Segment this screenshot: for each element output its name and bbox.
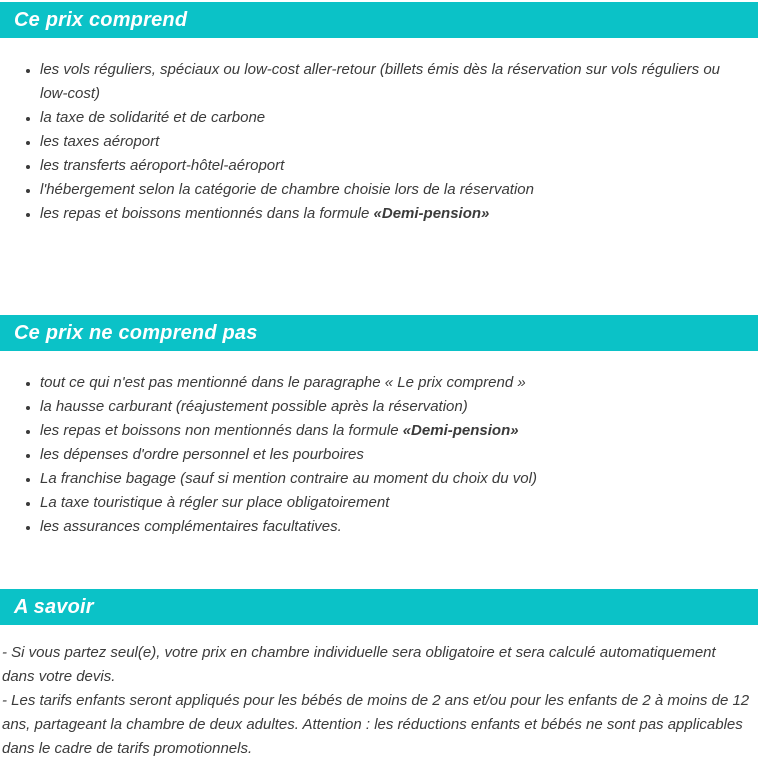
list-item	[40, 395, 748, 419]
section-title-good-to-know: A savoir	[14, 595, 94, 618]
item-text: les transferts aéroport-hôtel-aéroport	[40, 157, 285, 174]
item-text: La franchise bagage (sauf si mention contraire au moment du choix du vol)	[40, 470, 537, 487]
item-text: La taxe touristique à régler sur place obligatoirement	[40, 494, 390, 511]
list-item	[40, 106, 748, 130]
item-text: les repas et boissons mentionnés dans la formule	[40, 205, 374, 222]
section-price-includes	[0, 2, 758, 226]
item-text: la hausse carburant (réajustement possible après la réservation)	[40, 398, 468, 415]
section-header-excludes	[0, 315, 758, 351]
list-item	[40, 202, 748, 226]
section-header-includes	[0, 2, 758, 38]
item-bold-text: «Demi-pension»	[373, 205, 490, 222]
item-text: les taxes aéroport	[40, 133, 160, 150]
list-item	[40, 154, 748, 178]
list-item	[40, 491, 748, 515]
list-item	[40, 515, 748, 539]
excludes-list	[0, 371, 758, 539]
section-title-excludes: Ce prix ne comprend pas	[14, 321, 258, 344]
list-item	[40, 443, 748, 467]
list-item	[40, 371, 748, 395]
item-text: les repas et boissons non mentionnés dans la formule	[40, 422, 403, 439]
section-good-to-know	[0, 589, 758, 761]
section-price-excludes	[0, 315, 758, 539]
item-bold-text: «Demi-pension»	[402, 422, 519, 439]
list-item	[40, 58, 748, 106]
includes-list	[0, 58, 758, 226]
item-text: les dépenses d'ordre personnel et les pourboires	[40, 446, 364, 463]
item-text: les assurances complémentaires facultatives.	[40, 518, 342, 535]
good-to-know-text	[0, 641, 758, 761]
item-text: tout ce qui n'est pas mentionné dans le paragraphe « Le prix comprend »	[40, 374, 526, 391]
note-paragraph: - Les tarifs enfants seront appliqués pour les bébés de moins de 2 ans et/ou pour les enfants de 2 à moins de 12 ans, partageant la chambre de deux adultes. Attention : les réductions enfants et bébés ne sont pas applicables dans le cadre de tarifs promotionnels.	[2, 692, 750, 757]
item-text: la taxe de solidarité et de carbone	[40, 109, 266, 126]
pricing-info-page	[0, 2, 758, 761]
note-paragraph: - Si vous partez seul(e), votre prix en chambre individuelle sera obligatoire et sera calculé automatiquement dans votre devis.	[2, 644, 716, 685]
list-item	[40, 130, 748, 154]
section-header-good-to-know	[0, 589, 758, 625]
list-item	[40, 419, 748, 443]
list-item	[40, 467, 748, 491]
item-text: l'hébergement selon la catégorie de chambre choisie lors de la réservation	[40, 181, 534, 198]
item-text: les vols réguliers, spéciaux ou low-cost aller-retour (billets émis dès la réservation sur vols réguliers ou low-cost)	[40, 61, 721, 102]
section-title-includes: Ce prix comprend	[14, 8, 188, 31]
list-item	[40, 178, 748, 202]
